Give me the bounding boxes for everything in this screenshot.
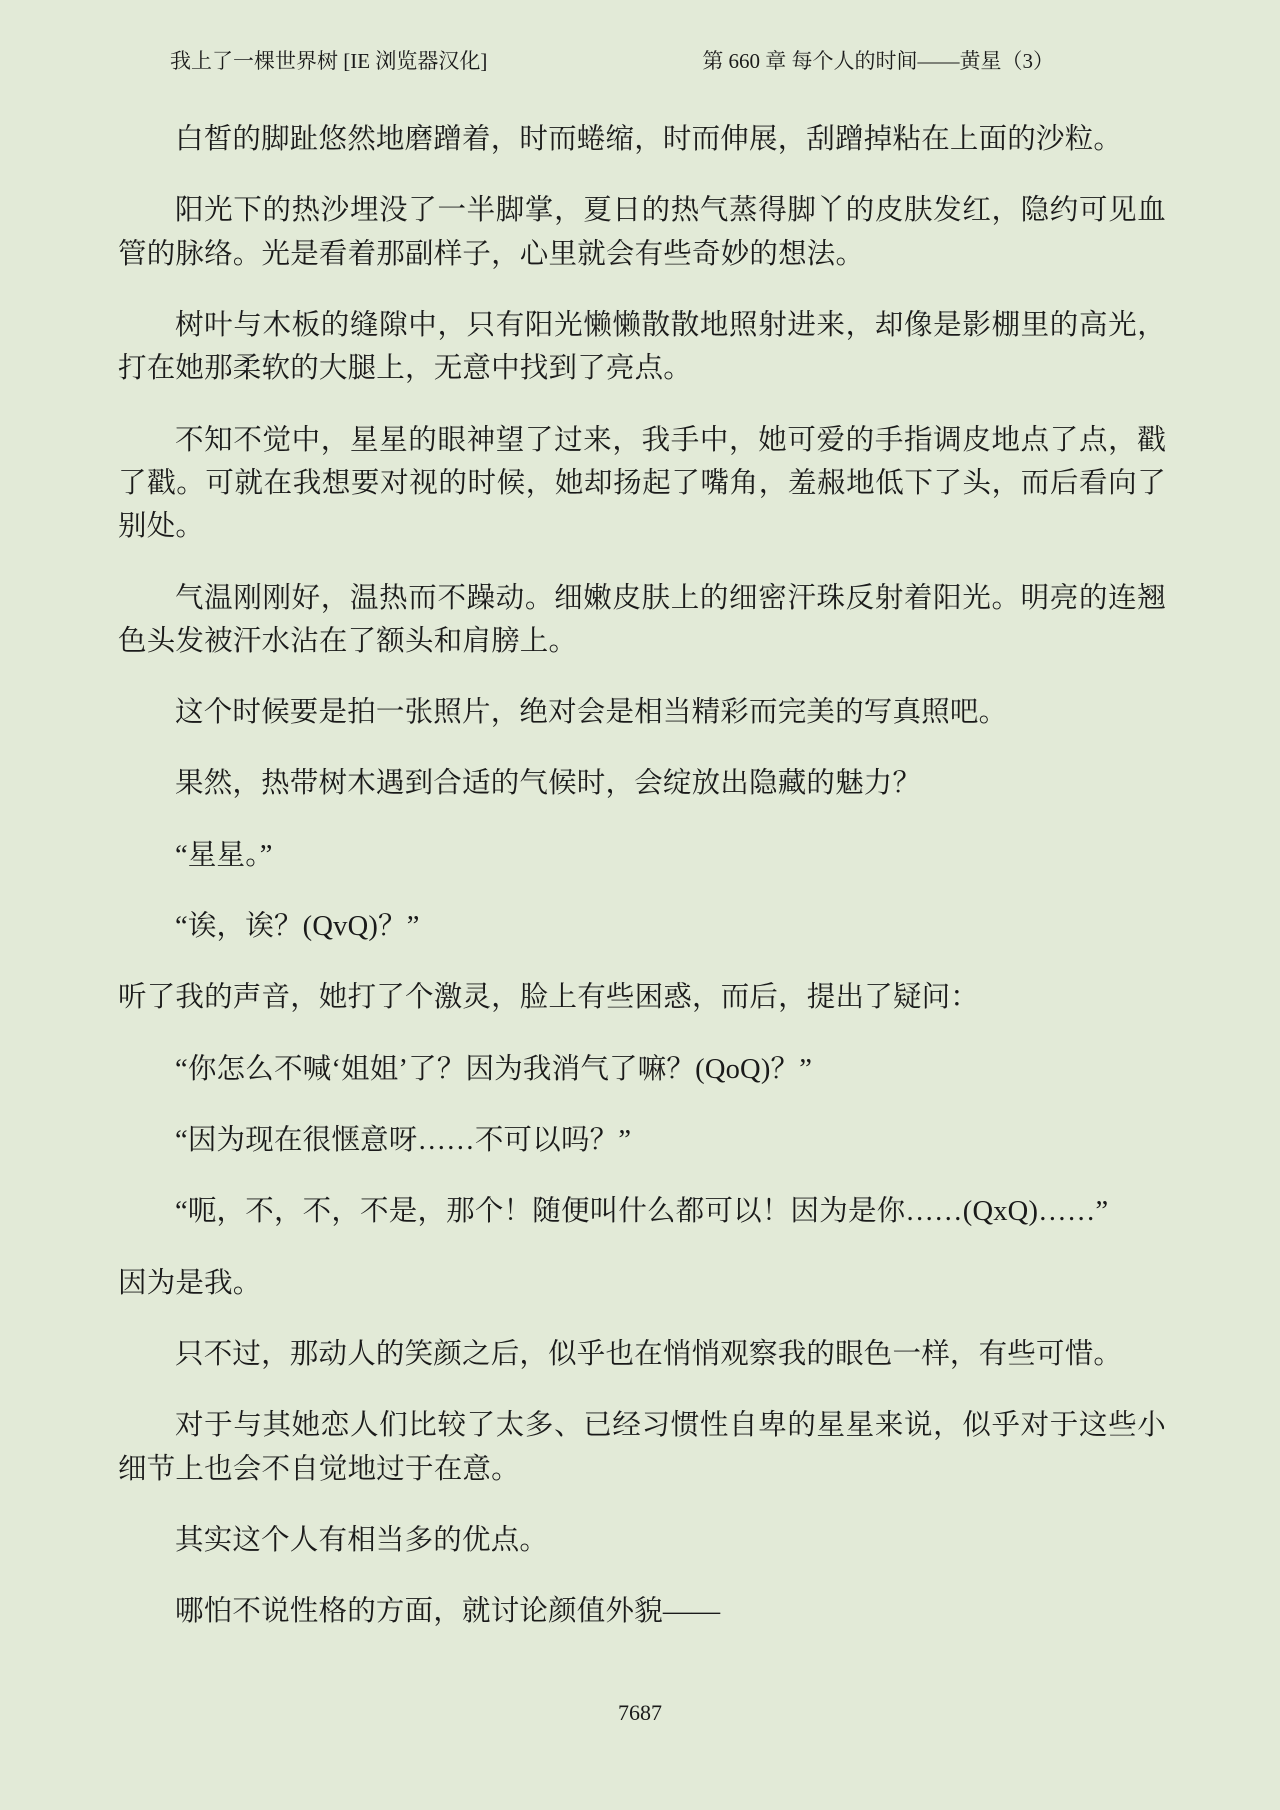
paragraph: 其实这个人有相当多的优点。 bbox=[175, 1524, 549, 1556]
paragraph: “你怎么不喊‘姐姐’了？因为我消气了嘛？(QoQ)？” bbox=[175, 1053, 813, 1085]
body-text bbox=[118, 118, 1166, 1662]
paragraph: 这个时候要是拍一张照片，绝对会是相当精彩而完美的写真照吧。 bbox=[175, 697, 1008, 729]
paragraph: 阳光下的热沙埋没了一半脚掌，夏日的热气蒸得脚丫的皮肤发红，隐约可见血管的脉络。光是看着那副样子，心里就会有些奇妙的想法。 bbox=[118, 195, 1166, 270]
chapter-title: 第 660 章 每个人的时间——黄星（3） bbox=[702, 49, 1055, 73]
paragraph: 对于与其她恋人们比较了太多、已经习惯性自卑的星星来说，似乎对于这些小细节上也会不自觉地过于在意。 bbox=[118, 1410, 1166, 1485]
paragraph: 气温刚刚好，温热而不躁动。细嫩皮肤上的细密汗珠反射着阳光。明亮的连翘色头发被汗水沾在了额头和肩膀上。 bbox=[118, 582, 1166, 657]
paragraph: 果然，热带树木遇到合适的气候时，会绽放出隐藏的魅力？ bbox=[175, 768, 922, 800]
paragraph: “呃，不，不，不是，那个！随便叫什么都可以！因为是你……(QxQ)……” bbox=[175, 1196, 1109, 1228]
paragraph: 树叶与木板的缝隙中，只有阳光懒懒散散地照射进来，却像是影棚里的高光，打在她那柔软的大腿上，无意中找到了亮点。 bbox=[118, 309, 1166, 385]
paragraph: 不知不觉中，星星的眼神望了过来，我手中，她可爱的手指调皮地点了点，戳了戳。可就在我想要对视的时候，她却扬起了嘴角，羞赧地低下了头，而后看向了别处。 bbox=[118, 424, 1166, 543]
paragraph: “诶，诶？(QvQ)？” bbox=[175, 911, 420, 943]
paragraph: 听了我的声音，她打了个激灵，脸上有些困惑，而后，提出了疑问： bbox=[118, 982, 980, 1014]
page-number: 7687 bbox=[618, 1700, 662, 1725]
paragraph: “因为现在很惬意呀……不可以吗？” bbox=[175, 1125, 632, 1156]
paragraph: 白皙的脚趾悠然地磨蹭着，时而蜷缩，时而伸展，刮蹭掉粘在上面的沙粒。 bbox=[175, 124, 1123, 155]
running-head bbox=[0, 48, 1280, 75]
paragraph: “星星。” bbox=[175, 839, 273, 871]
paragraph: 因为是我。 bbox=[118, 1267, 262, 1299]
paragraph: 只不过，那动人的笑颜之后，似乎也在悄悄观察我的眼色一样，有些可惜。 bbox=[175, 1338, 1123, 1370]
book-title: 我上了一棵世界树 [IE 浏览器汉化] bbox=[170, 49, 488, 73]
paragraph: 哪怕不说性格的方面，就讨论颜值外貌—— bbox=[175, 1596, 721, 1628]
